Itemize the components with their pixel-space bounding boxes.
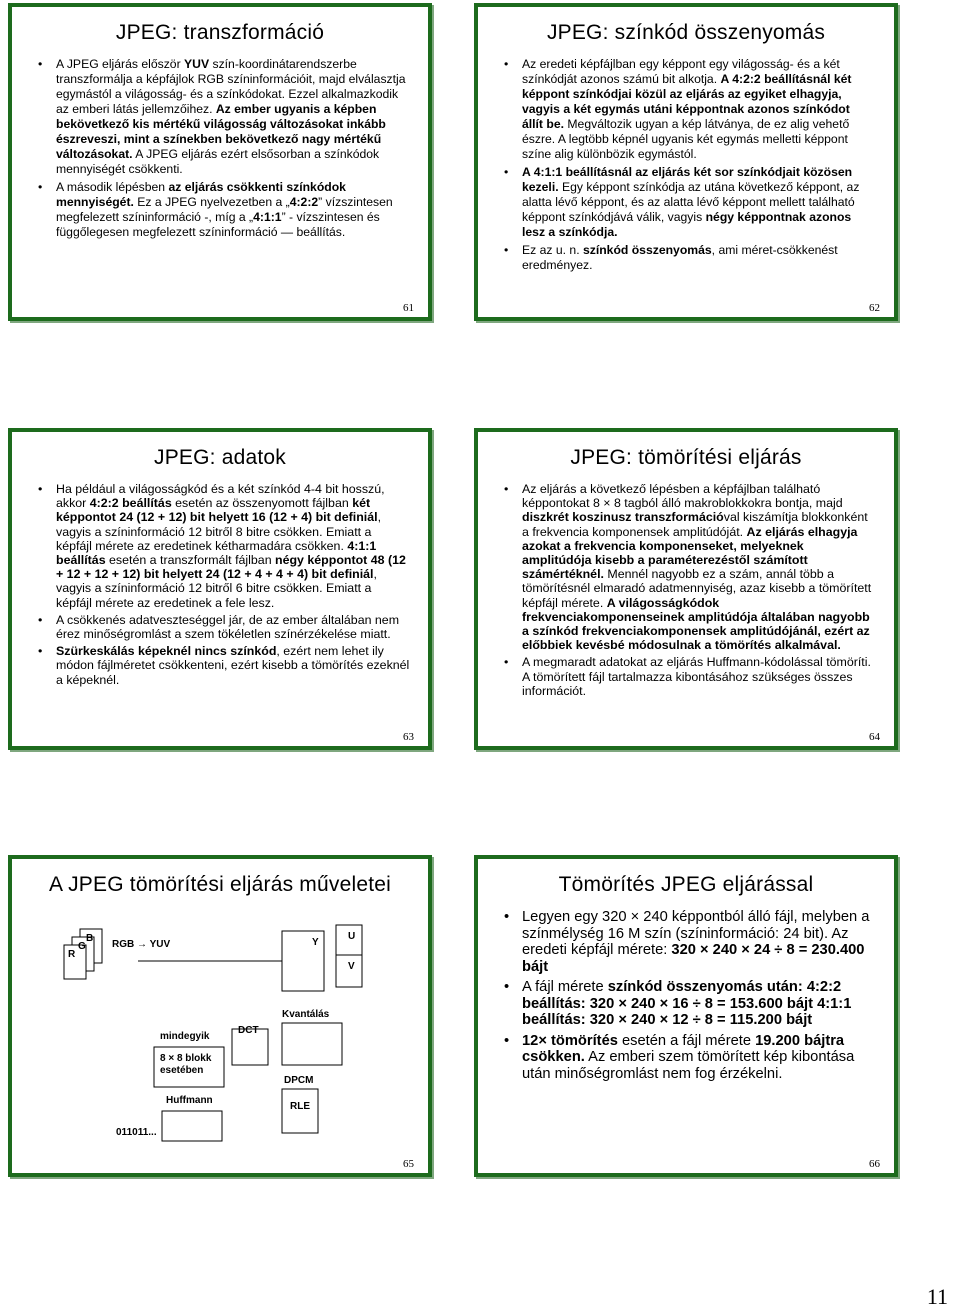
bullet-text: Ez a JPEG nyelvezetben a „ xyxy=(133,195,290,209)
bullet-text: Az emberi szem tömörített kép kibontása után minőségromlást nem fog érzékelni. xyxy=(522,1049,855,1082)
label-rgb-yuv: RGB → YUV xyxy=(112,939,171,950)
bullet-text: Az eredeti képfájlban egy képpont egy világosság- és a két színkódját azonos számú bit alkotja. xyxy=(522,57,840,86)
bullet-bold-text: YUV xyxy=(184,57,210,71)
bullet-bold-text: négy képpontnak azonos lesz a színkódja. xyxy=(522,210,852,239)
label-g: G xyxy=(78,941,86,952)
bullet-list xyxy=(34,482,410,687)
bullet-item xyxy=(34,57,410,177)
bullet-item xyxy=(500,482,872,652)
bullet-bold-text: 19.200 bájtra csökken. xyxy=(522,1032,845,1065)
label-b: B xyxy=(86,933,94,944)
bullet-text: Megváltozik ugyan a kép látványa, de ez alig vehető észre. A legtöbb képnél ugyanis két egymás melletti képpont színe alig különbözik egymástól. xyxy=(522,117,850,161)
bullet-text: A JPEG eljárás ezért elsősorban a színkódok mennyiségét csökkenti. xyxy=(56,147,380,176)
bullet-bold-text: A 4:1:1 beállításnál az eljárás két sor színkódjait közösen kezeli. xyxy=(522,165,853,194)
page-number: 11 xyxy=(926,1284,948,1309)
slide-page-number: 65 xyxy=(403,1158,414,1170)
bullet-text: Az eljárás a következő lépésben a képfájlban található képpontokat 8 × 8 tagból álló makroblokkokra bontja, majd xyxy=(522,482,843,511)
bullet-item xyxy=(34,644,410,687)
bullet-bold-text: diszkrét koszinusz transzformáció xyxy=(522,510,724,525)
label-esetben: esetében xyxy=(160,1065,204,1076)
bullet-bold-text: Az eljárás elhagyja azokat a frekvencia komponenseket, melyeknek amplitúdója kisebb a paraméterezéstől számított számértéknél. xyxy=(522,524,858,582)
slide-62 xyxy=(474,3,898,321)
slide-61 xyxy=(8,3,432,321)
bullet-text: Legyen egy 320 × 240 képpontból álló fájl, melyben a színmélység 16 M szín (színinformáció: 24 bit). Az eredeti képfájl mérete: xyxy=(522,909,870,958)
bullet-item xyxy=(500,57,872,162)
bullet-item xyxy=(34,180,410,240)
bullet-text: Ez az u. n. xyxy=(522,243,583,257)
slide-66 xyxy=(474,855,898,1177)
label-kvantalas: Kvantálás xyxy=(282,1009,330,1020)
bullet-text: ” - vízszintesen és függőlegesen megfelezett színinformáció — beállítás. xyxy=(56,210,380,239)
bullet-bold-text: 4:2:2 xyxy=(289,195,319,209)
bullet-bold-text: színkód összenyomás után: 4:2:2 beállítás: 320 × 240 × 16 ÷ 8 = 153.600 bájt 4:1:1 beállítás: 320 × 240 × 12 ÷ 8 = 115.200 bájt xyxy=(522,979,852,1028)
bullet-item xyxy=(34,482,410,610)
bullet-text: Ha például a világosságkód és a két színkód 4-4 bit hosszú, akkor xyxy=(56,482,385,511)
bullet-bold-text: Az ember ugyanis a képben bekövetkező kis mértékű világosság változásokat inkább észreveszi, mint a színekben bekövetkező nagy mértékű változásokat. xyxy=(56,102,386,161)
bullet-bold-text: az eljárás csökkenti színkódok mennyiségét. xyxy=(56,180,346,209)
bullet-bold-text: A 4:2:2 beállításnál két képpont színkódjai közül az eljárás az egyiket elhagyja, vagyis a két egymás utáni képpontnak azonos színkódot állít be. xyxy=(522,72,852,131)
bullet-text: Mennél nagyobb ez a szám, annál több a tömörítésnél elmaradó adatmennyiség, azaz kisebb a tömörített képfájl mérete. xyxy=(522,567,872,610)
bullet-text: szín-koordinátarendszerbe transzformálja a képfájlok RGB színinformációit, majd elválasztja egymástól a világosság- és a színkódokat. Ezzel alkalmazkodik az emberi látás jellemzőihez. xyxy=(56,57,406,116)
bullet-list xyxy=(500,909,874,1082)
bullet-bold-text: 4:1:1 beállítás xyxy=(56,538,377,568)
label-dpcm: DPCM xyxy=(284,1075,314,1086)
bullet-text: , ami méret-csökkenést eredményez. xyxy=(522,243,838,272)
label-u: U xyxy=(348,931,356,942)
bullet-text: esetén az összenyomott fájlban xyxy=(171,496,353,511)
label-huffman: Huffmann xyxy=(166,1095,213,1106)
bullet-text: A csökkenés adatveszteséggel jár, de az ember általában nem érez minőségromlást a szem tökéletlen színérzékelése miatt. xyxy=(56,612,400,642)
slide-title: JPEG: tömörítési eljárás xyxy=(570,446,802,469)
bullet-bold-text: négy képpontot 48 (12 + 12 + 12 + 12) bit helyett 24 (12 + 4 + 4 + 4) bit definiál xyxy=(56,553,406,582)
slide-page-number: 61 xyxy=(403,302,414,314)
label-r: R xyxy=(68,949,76,960)
bullet-item xyxy=(500,243,872,273)
bullet-item xyxy=(500,979,874,1029)
bullet-text: esetén a transzformált fájlban xyxy=(105,553,276,568)
bullet-text: , vagyis a színinformáció 12 bitről 8 bitre csökken. Emiatt a képfájl mérete az eredetinek kétharmadára csökken. xyxy=(56,510,382,553)
bullet-text: val kiszámítja blokkonként a frekvencia komponensek amplitúdóját. xyxy=(522,510,868,539)
label-y: Y xyxy=(312,937,319,948)
bullet-text: A JPEG eljárás először xyxy=(56,57,185,71)
bullet-text: ” vízszintesen megfelezett színinformáció -, míg a „ xyxy=(56,195,393,224)
bullet-item xyxy=(500,655,872,698)
bullet-bold-text: A világosságkódok frekvenciakomponenseinek amplitúdója általában nagyobb a színkód frekvenciakomponensek amplitúdójánál, ezért az előbbiek kevésbé módosulnak a tömörítés alkalmával. xyxy=(522,595,870,653)
bullet-item xyxy=(500,165,872,240)
slide-page-number: 64 xyxy=(869,731,880,743)
slide-title: JPEG: színkód összenyomás xyxy=(546,21,826,44)
slide-65 xyxy=(8,855,432,1177)
bullet-text: A fájl mérete xyxy=(522,979,608,995)
bullet-list xyxy=(500,57,872,273)
jpeg-process-diagram xyxy=(42,921,432,1151)
bullet-bold-text: Szürkeskálás képeknél nincs színkód xyxy=(56,644,277,659)
slide-page-number: 62 xyxy=(869,302,880,314)
bullet-text: , ezért nem lehet ily módon fájlméretet csökkenteni, ezért kisebb a tömörítés ezeknél a képeknél. xyxy=(56,644,410,687)
bullet-text: Egy képpont színkódja az utána következő képpont, az alatta lévő képpont, és az alatta lévő képpont mellett található képpont színkódjává válik, vagyis xyxy=(522,180,860,224)
label-mindegyik: mindegyik xyxy=(160,1031,210,1042)
bullet-bold-text: színkód összenyomás xyxy=(582,243,712,257)
bullet-bold-text: 320 × 240 × 24 ÷ 8 = 230.400 bájt xyxy=(522,942,865,975)
slide-page-number: 63 xyxy=(403,731,414,743)
bullet-bold-text: 4:2:2 beállítás xyxy=(89,496,172,511)
slide-title: Tömörítés JPEG eljárással xyxy=(558,873,814,896)
slide-title: JPEG: transzformáció xyxy=(115,21,325,44)
bullet-list xyxy=(500,482,872,698)
slide-63 xyxy=(8,428,432,750)
bullet-item xyxy=(34,613,410,641)
slide-title: JPEG: adatok xyxy=(154,446,286,469)
bullet-list xyxy=(34,57,410,240)
bullet-text: A megmaradt adatokat az eljárás Huffmann-kódolással tömöríti. A tömörített fájl tartalmazza kibontásához szükséges összes információt. xyxy=(522,655,871,698)
label-rle: RLE xyxy=(290,1101,310,1112)
bullet-text: , vagyis a színinformáció 12 bitről 6 bitre csökken. Emiatt a képfájl mérete az eredetinek a fele lesz. xyxy=(56,567,377,610)
label-dct: DCT xyxy=(238,1025,259,1036)
bullet-item xyxy=(500,1033,874,1083)
bullet-text: esetén a fájl mérete xyxy=(617,1032,756,1049)
slide-page-number: 66 xyxy=(869,1158,880,1170)
bullet-bold-text: 12× tömörítés xyxy=(522,1032,618,1049)
bullet-bold-text: két képpontot 24 (12 + 12) bit helyett 16 (12 + 4) bit definiál xyxy=(56,496,378,525)
label-v: V xyxy=(348,961,355,972)
label-bits: 011011... xyxy=(116,1127,157,1138)
bullet-bold-text: 4:1:1 xyxy=(253,210,282,224)
slide-64 xyxy=(474,428,898,750)
bullet-item xyxy=(500,909,874,975)
label-blokk: 8 × 8 blokk xyxy=(160,1053,212,1064)
slide-title: A JPEG tömörítési eljárás műveletei xyxy=(49,873,391,896)
bullet-text: A második lépésben xyxy=(56,180,169,194)
